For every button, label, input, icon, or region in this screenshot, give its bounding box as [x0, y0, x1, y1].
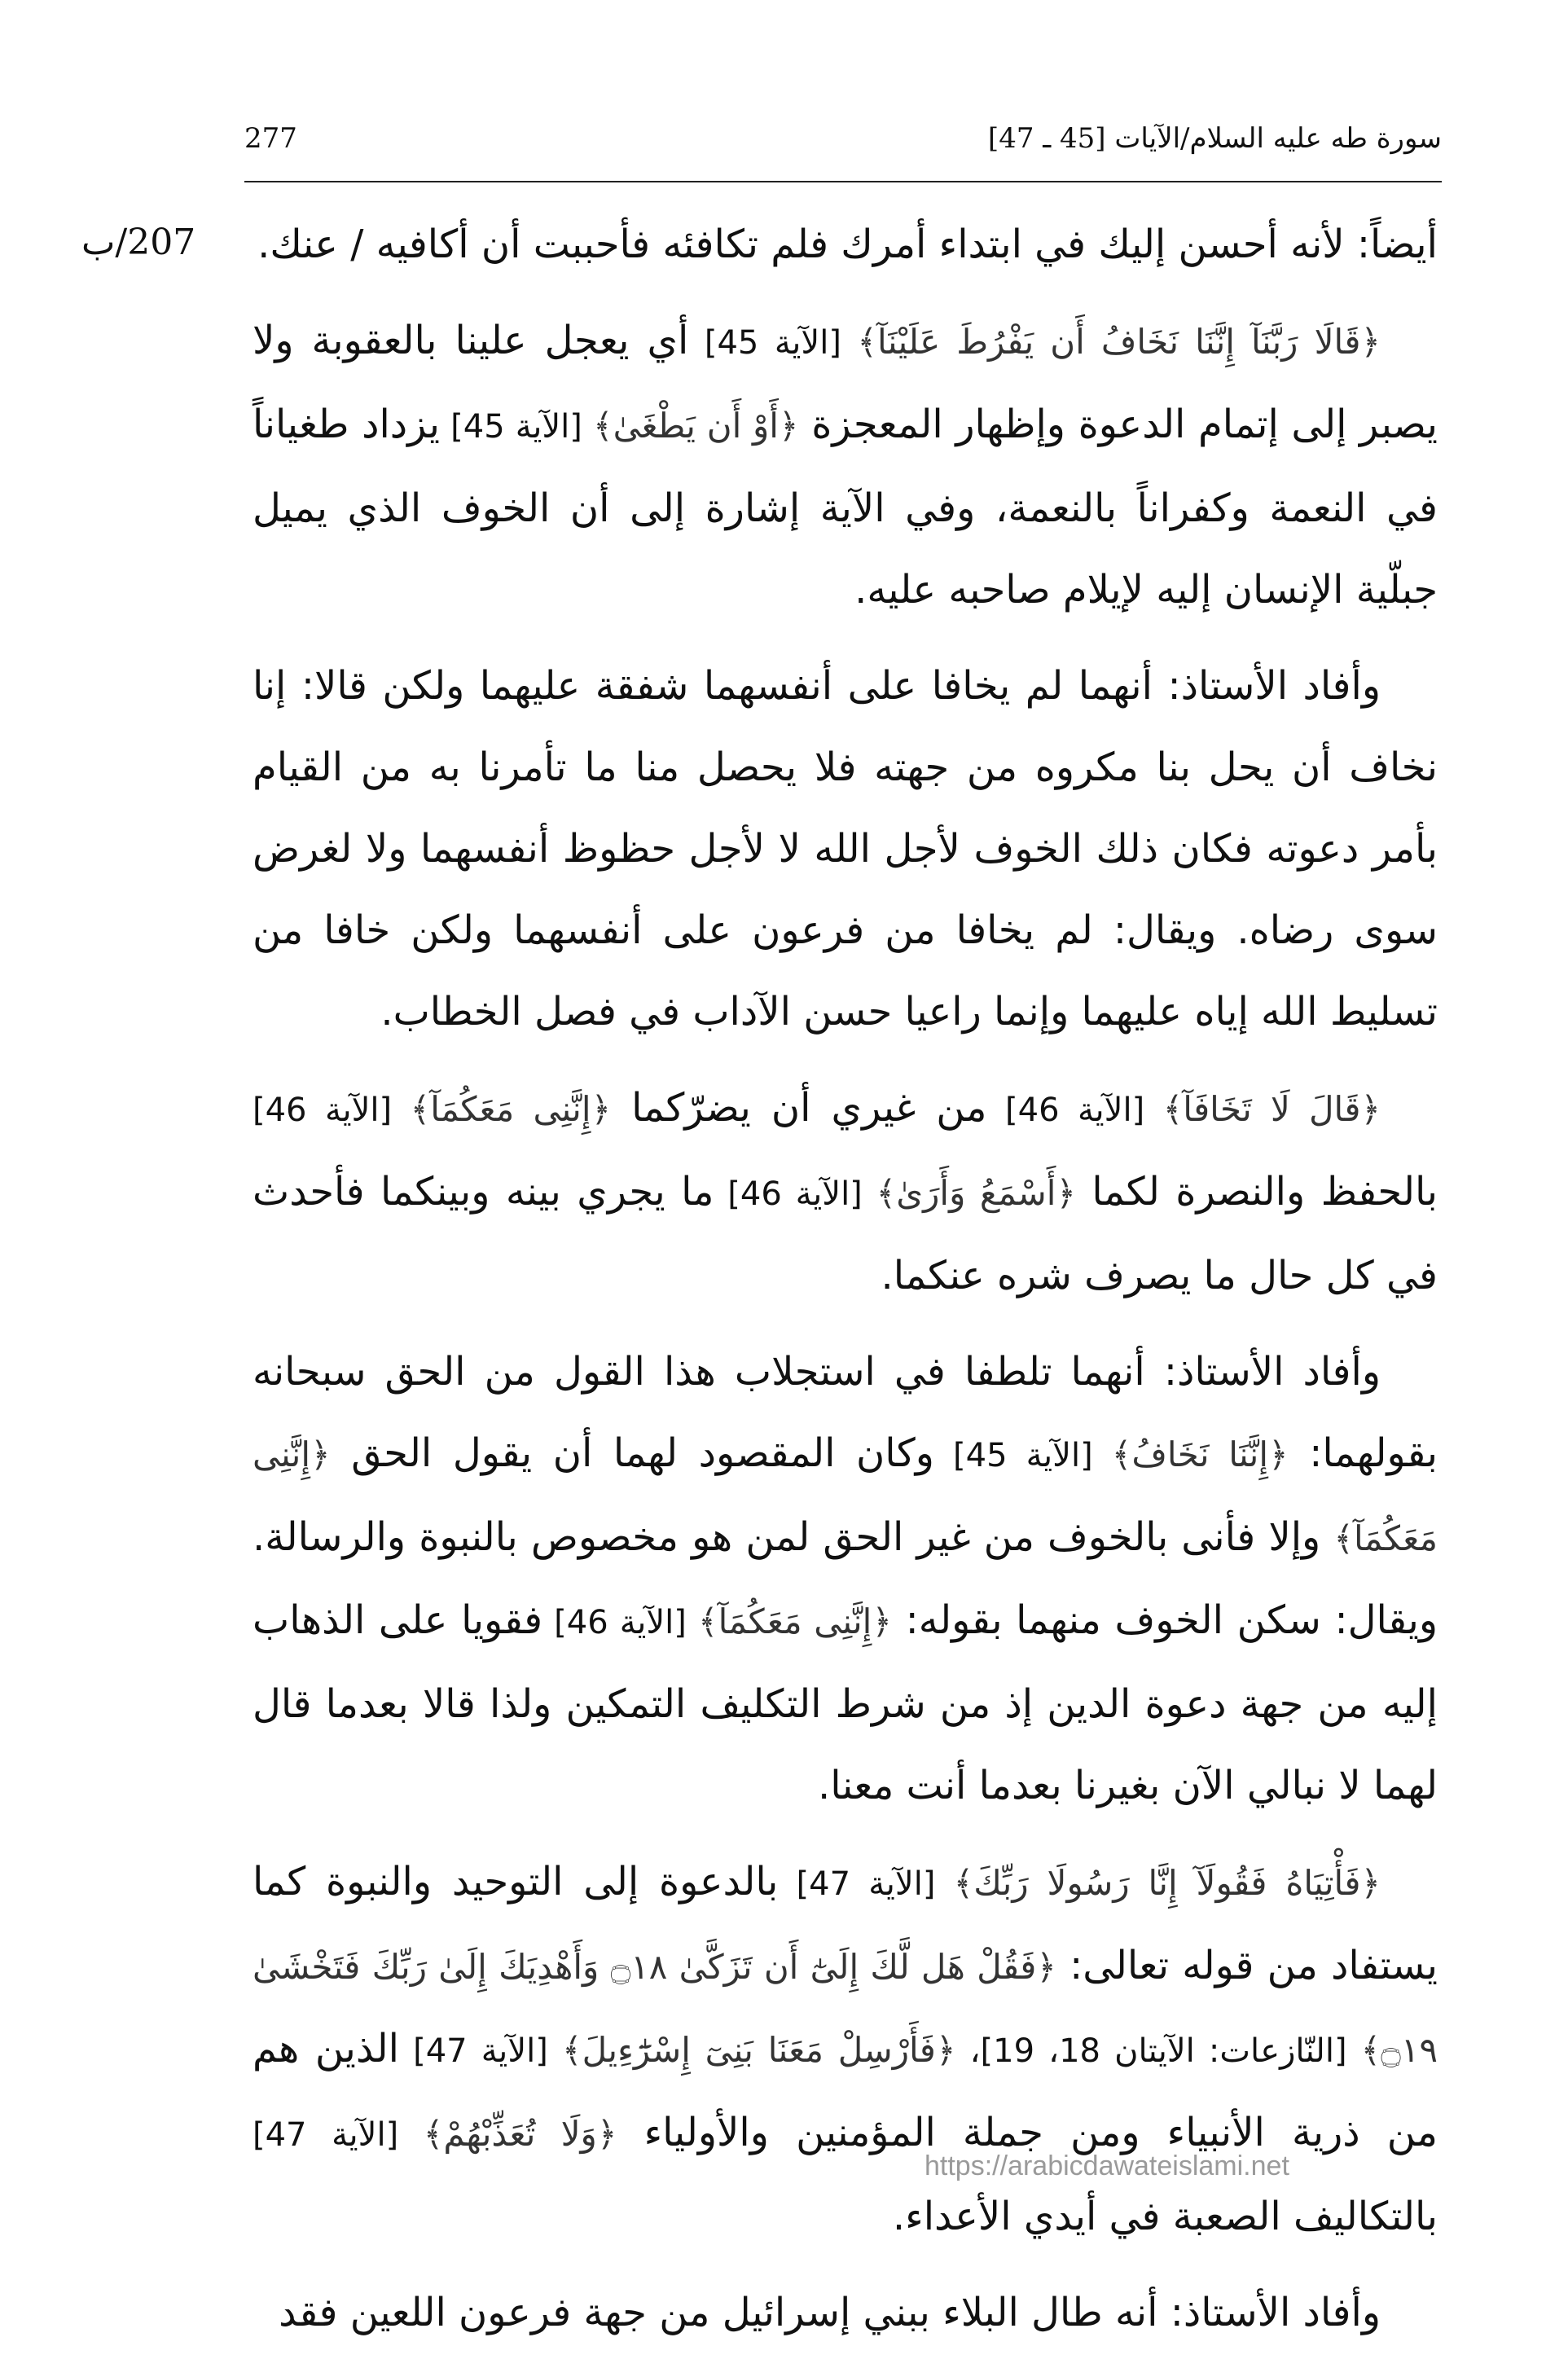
header-divider [244, 181, 1442, 182]
verse-citation: [الآية 45] [440, 408, 593, 446]
paragraph-text: من غيري أن يضرّكما [611, 1085, 987, 1131]
quran-quote: ﴿فَأَرْسِلْ مَعَنَا بَنِىٓ إِسْرَٰٓءِيلَ﴾ [561, 2030, 956, 2070]
verse-citation: [الآية 47] [778, 1865, 954, 1903]
verse-citation: [الآية 47] [253, 2116, 424, 2154]
quran-quote: ﴿إِنَّنِى مَعَكُمَآ﴾ [410, 1089, 612, 1129]
paragraph [253, 2272, 1438, 2353]
paragraph [253, 1067, 1438, 1316]
quran-quote: ﴿إِنَّنَا نَخَافُ﴾ [1111, 1434, 1289, 1474]
paragraph-text: وكان المقصود لهما أن يقول الحق [330, 1430, 934, 1476]
verse-citation: [الآية 46] [253, 1092, 411, 1129]
verse-citation: [الآية 45] [688, 324, 858, 362]
verse-citation: [الآية 46] [986, 1092, 1163, 1129]
paragraph [253, 1331, 1438, 1826]
quran-quote: ﴿إِنَّنِى مَعَكُمَآ﴾ [697, 1601, 892, 1641]
paragraph-text: بالحفظ والنصرة لكما [1075, 1169, 1438, 1215]
paragraph-text: وأفاد الأستاذ: أنهما لم يخافا على أنفسهما شفقة عليهما ولكن قالا: إنا نخاف أن يحل بنا مكروه من جهته فلا يحصل منا ما تأمرنا به من القيام بأمر دعوته فكان ذلك الخوف لأجل الله لا لأجل حظوظ أنفسهما ولا لغرض سوى رضاه. ويقال: لم يخافا من فرعون على أنفسهما ولكن خافا من تسليط الله إياه عليهما وإنما راعيا حسن الآداب في فصل الخطاب. [253, 663, 1438, 1035]
paragraph-text: أيضاً: لأنه أحسن إليك في ابتداء أمرك فلم تكافئه فأحببت أن أكافيه / عنك. [257, 222, 1438, 267]
quran-quote: ﴿إِنَّنِى مَعَكُمَآ﴾ [253, 1434, 1438, 1558]
paragraph [253, 300, 1438, 630]
body-text [253, 204, 1438, 2368]
quran-quote: ﴿وَلَا تُعَذِّبْهُمْ﴾ [423, 2114, 617, 2154]
quran-quote: ﴿قَالَا رَبَّنَآ إِنَّنَا نَخَافُ أَن يَفْرُطَ عَلَيْنَآ﴾ [857, 322, 1381, 362]
watermark-url: https://arabicdawateislami.net [925, 2151, 1289, 2181]
verse-citation: [الآية 45] [933, 1437, 1112, 1474]
paragraph-text: وأفاد الأستاذ: أنه طال البلاء ببني إسرائيل من جهة فرعون اللعين فقد [279, 2290, 1381, 2335]
paragraph-text: بالتكاليف الصعبة في أيدي الأعداء. [892, 2194, 1438, 2239]
running-title: سورة طه عليه السلام/الآيات [45 ـ 47] [987, 122, 1442, 155]
quran-quote: ﴿أَسْمَعُ وَأَرَىٰ﴾ [876, 1173, 1076, 1213]
verse-citation: [النّازعات: الآيتان 18، 19]، [955, 2032, 1361, 2070]
quran-quote: ﴿فَقُلْ هَل لَّكَ إِلَىٰٓ أَن تَزَكَّىٰ ۝١٨ وَأَهْدِيَكَ إِلَىٰ رَبِّكَ فَتَخْشَىٰ ۝١٩﴾ [253, 1947, 1438, 2070]
quran-quote: ﴿أَوْ أَن يَطْغَىٰ﴾ [592, 406, 799, 446]
quran-quote: ﴿قَالَ لَا تَخَافَآ﴾ [1162, 1089, 1381, 1129]
quran-quote: ﴿فَأْتِيَاهُ فَقُولَآ إِنَّا رَسُولَا رَبِّكَ﴾ [953, 1863, 1381, 1903]
paragraph [253, 204, 1438, 285]
verse-citation: [الآية 46] [714, 1175, 876, 1213]
paragraph-text: وأفاد الأستاذ: أنهما تلطفا في استجلاب هذا القول من الحق سبحانه بقولهما: [253, 1349, 1438, 1476]
paragraph [253, 1841, 1438, 2257]
verse-citation: [الآية 46] [542, 1604, 698, 1641]
paragraph [253, 645, 1438, 1052]
paragraph-text: يزداد طغياناً في النعمة وكفراناً بالنعمة، وفي الآية إشارة إلى أن الخوف الذي يميل جبلّية الإنسان إليه لإيلام صاحبه عليه. [253, 402, 1438, 613]
page-number: 277 [244, 122, 297, 155]
paragraph-text: الذين هم من ذرية الأنبياء ومن جملة المؤمنين والأولياء [253, 2026, 1438, 2155]
page-header [244, 122, 1442, 168]
verse-citation: [الآية 47] [398, 2032, 562, 2070]
paragraph-text: أي يعجل علينا بالعقوبة ولا يصبر إلى إتمام الدعوة وإظهار المعجزة [253, 318, 1438, 447]
paragraph-text: ما يجري بينه وبينكما فأحدث في كل حال ما يصرف شره عنكما. [253, 1169, 1438, 1298]
paragraph-text: بالدعوة إلى التوحيد والنبوة كما يستفاد من قوله تعالى: [253, 1859, 1438, 1988]
manuscript-folio-marker: 207/ب [81, 222, 196, 263]
paragraph-text: فقويا على الذهاب إليه من جهة دعوة الدين إذ من شرط التكليف التمكين ولذا قالا بعدما قال لهما لا نبالي الآن بغيرنا بعدما أنت معنا. [253, 1597, 1438, 1808]
paragraph-text: وإلا فأنى بالخوف من غير الحق لمن هو مخصوص بالنبوة والرسالة. ويقال: سكن الخوف منهما بقوله: [253, 1514, 1438, 1643]
